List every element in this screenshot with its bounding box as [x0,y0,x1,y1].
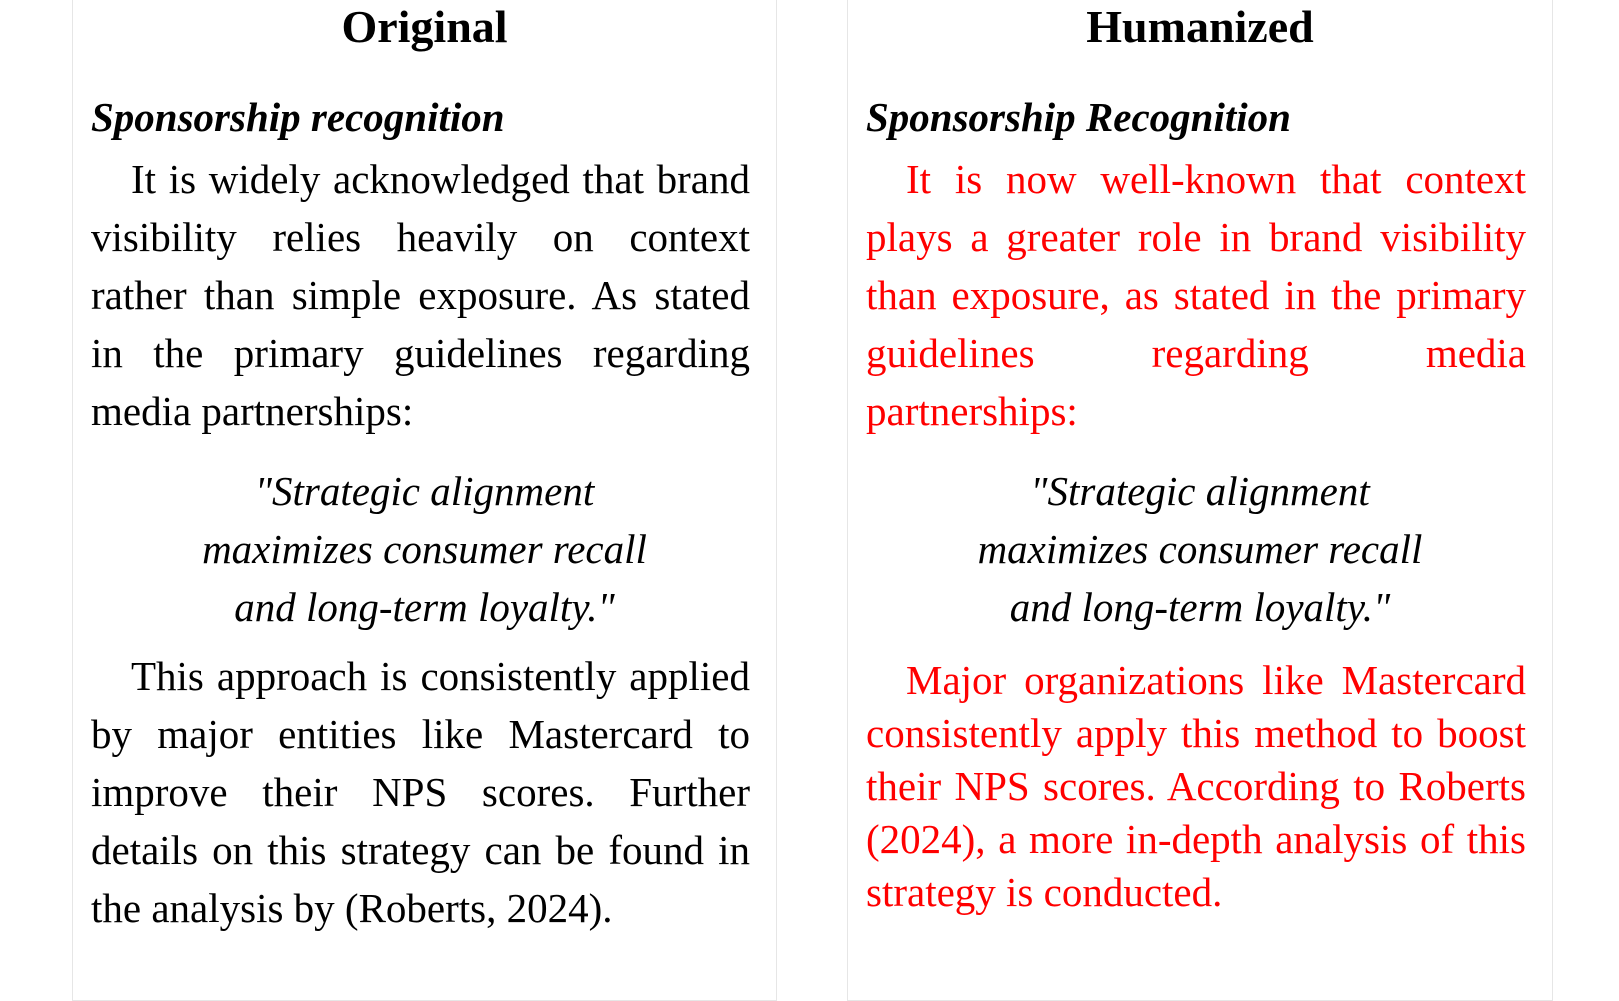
humanized-panel [847,0,1553,1001]
humanized-title: Humanized [1086,1,1314,52]
humanized-quote [848,462,1552,636]
original-quote-line-2: maximizes consumer recall [202,526,647,572]
humanized-paragraph-1: It is now well-known that context plays a greater role in brand visibility than exposure, as stated in the primary guidelines regarding media partnerships: [866,156,1526,434]
humanized-quote-line-1: "Strategic alignment [1030,468,1370,514]
humanized-quote-line-3: and long-term loyalty." [1009,584,1391,630]
original-paragraph-2: This approach is consistently applied by major entities like Mastercard to improve their NPS scores. Further details on this strategy can be found in the analysis by (Roberts, 2024). [91,653,750,931]
humanized-quote-line-2: maximizes consumer recall [977,526,1423,572]
original-panel [72,0,777,1001]
original-quote-line-1: "Strategic alignment [254,468,595,514]
original-paragraph-1: It is widely acknowledged that brand visibility relies heavily on context rather than simple exposure. As stated in the primary guidelines regarding media partnerships: [91,156,750,434]
original-section-heading: Sponsorship recognition [91,94,505,140]
humanized-paragraph-2: Major organizations like Mastercard consistently apply this method to boost their NPS scores. According to Roberts (2024), a more in-depth analysis of this strategy is conducted. [866,657,1526,915]
original-quote [73,462,776,636]
humanized-section-heading: Sponsorship Recognition [866,94,1291,140]
original-title: Original [341,1,508,52]
original-quote-line-3: and long-term loyalty." [234,584,615,630]
